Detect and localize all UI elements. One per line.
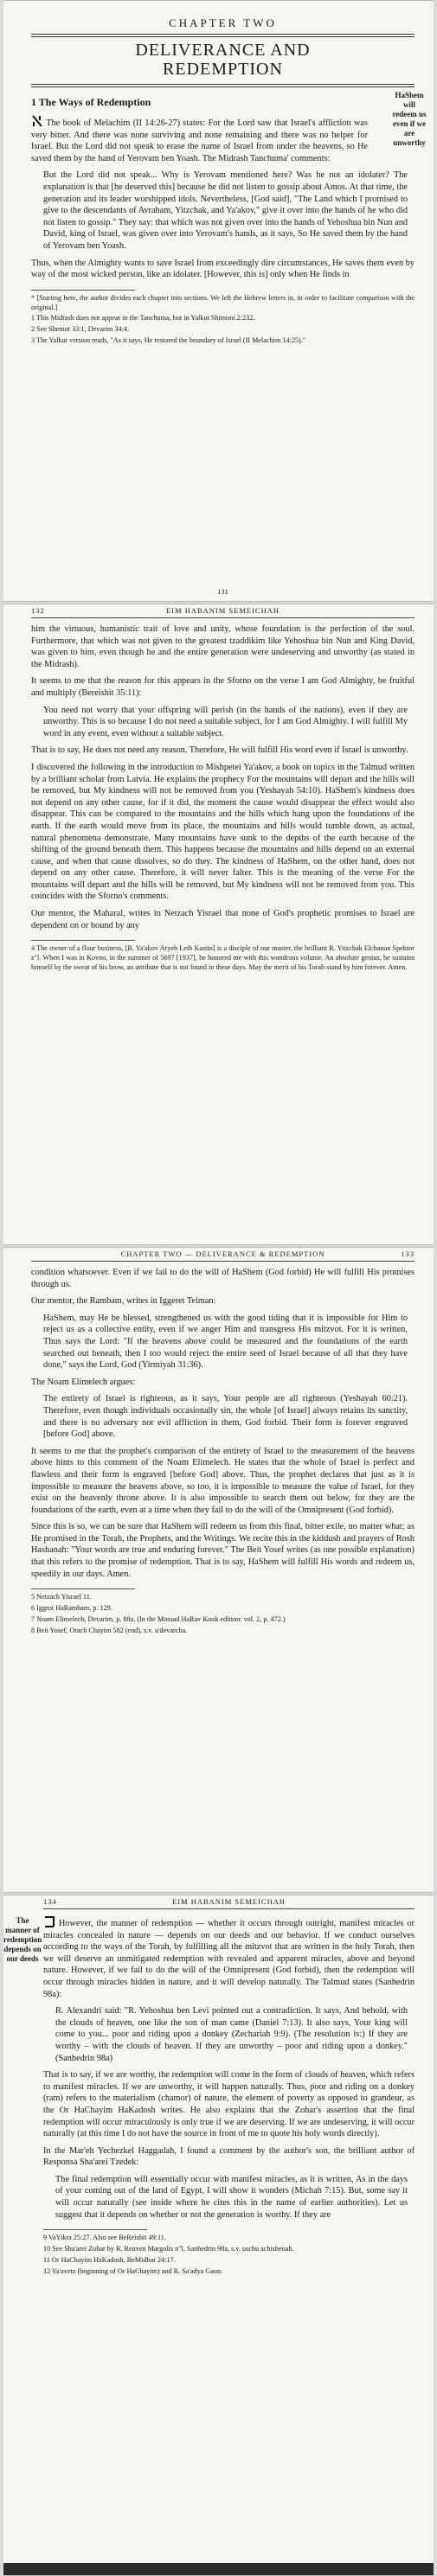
book-page-131 <box>3 0 434 602</box>
running-title: EIM HABANIM SEMEICHAH <box>171 1897 286 1906</box>
paragraph: That is to say, He does not need any reason. Therefore, He will fulfill His word even if Israel is unworthy. <box>31 745 408 756</box>
running-title: EIM HABANIM SEMEICHAH <box>165 606 280 615</box>
running-head <box>31 1250 415 1262</box>
paragraph: condition whatsoever. Even if we fail to do the will of HaShem (God forbid) He will fulfill His promises through us. <box>31 1268 415 1289</box>
paragraph: The book of Melachim (II 14:26-27) states: For the Lord saw that Israel's affliction was very bitter. And there was none surviving and none remaining and there was no helper for Israel. But the Lord did not speak to erase the name of Israel from under the heavens, so He saved them by the hand of Yerovam ben Yoash. The Midrash Tanchuma' comments: <box>31 114 368 164</box>
page-number: 131 <box>217 587 228 596</box>
chapter-title <box>31 41 415 79</box>
running-title: CHAPTER TWO — DELIVERANCE & REDEMPTION <box>120 1250 325 1258</box>
chapter-label: CHAPTER TWO <box>169 16 277 29</box>
footnote: 3 The Yalkut version reads, "As it says, He restored the boundary of Israel (II Melachim 14:25)." <box>31 336 306 344</box>
paragraph: Since this is so, we can be sure that HaShem will redeem us from this final, bitter exile, no matter what; as He promised in the Torah, the Prophets, and the Writings. We recite this in the kiddush and prayers of Rosh Hashanah: "Your words are true and enduring forever." The Beit Yosef writes (as one possible explanation) that this refers to the promise of redemption. That is to say, HaShem will fulfill His words and redeem us, speedily in our days. Amen. <box>31 1522 415 1579</box>
paragraph: Our mentor, the Maharal, writes in Netzach Yisrael that none of God's prophetic promises to Israel are dependent on or bound by any <box>31 909 415 930</box>
scan-edge <box>3 2563 434 2575</box>
paragraph: Thus, when the Almighty wants to save Israel from exceedingly dire circumstances, He saves them even by way of the most wicked person, like an idolater. [However, this is] only when He finds in <box>31 258 415 280</box>
quotation: You need not worry that your offspring will perish (in the hands of the nations), even if they are unworthy. This is so because I do not need a suitable subject, for I am God Almighty. I will fulfill My word in any event, even without a suitable subject. <box>43 705 408 738</box>
quotation: R. Alexandri said: "R. Yehoshua ben Levi pointed out a contradiction. It says, And behold, with the clouds of heaven, one like the son of man came (Daniel 7:13). It also says, Your king will come to you... poor and riding upon a donkey (Zechariah 9:9). (The resolution is:) If they are worthy – with the clouds of heaven. If they are unworthy – poor and riding upon a donkey." (Sanhedrin 98a) <box>55 2006 408 2063</box>
page-number: 134 <box>43 1897 57 1906</box>
chapter-title-line-2: REDEMPTION <box>163 60 283 79</box>
book-page-132 <box>3 604 434 1245</box>
page-number: 132 <box>31 606 45 615</box>
chapter-rule <box>31 34 415 37</box>
book-page-133 <box>3 1247 434 1893</box>
paragraph: It seems to me that the prophet's comparison of the entirety of Israel to the measurement of the heavens above hints to this comment of the Noam Elimelech. He states that the whole of Israel is perfect and flawless and their form is engraved [before God] above. Thus, the prophet declares that just as it is impossible to measure the heavens above, so too, it is impossible to measure the value of Israel, for they exist on the heavenly throne above. It is also impossible to search them out below, for they are the foundations of the earth, even at a time when they fail to do the will of the Omnipresent (God forbid). <box>31 1446 415 1515</box>
footnote: 2 See Shemot 33:1, Devarim 34:4. <box>31 325 130 334</box>
paragraph: That is to say, if we are worthy, the redemption will come in the form of clouds of heaven, which refers to manifest miracles. If we are unworthy, it will happen naturally. Thus, poor and riding on a donkey (ram) refers to the materialism (chamor) of nature, the element of poverty as opposed to grandeur, as the Or HaChayim HaKadosh writes. He also explains that the Zohar's assertion that the final redemption will occur miraculously is only true if we are deserving. If we are undeserving, it will occur naturally (at this time I do not have the source in front of me to quote his holy words directly). <box>43 2070 415 2139</box>
chapter-rule-bottom <box>31 84 415 87</box>
paragraph: The Noam Elimelech argues: <box>31 1377 136 1387</box>
running-head <box>43 1897 415 1909</box>
quotation: But the Lord did not speak... Why is Yerovam mentioned here? Was he not an idolater? The explanation is that [he deserved this] because he did not listen to gossip about Amos. At that time, the generation and its leader worshipped idols. Nevertheless, [God said], "The Land which I promised to give to the descendants of Avraham, Yitzchak, and Ya'akov," give it over into the hands of he who did not listen to gossip." They say: that which was not given over into the hands of Yehoshua bin Nun and David, king of Israel, was given over into Yerovam's hands, as it says, So He saved them by the hand of Yerovam ben Yoash. <box>43 170 408 251</box>
footnote: 1 This Midrash does not appear in the Tanchuma, but in Yalkut Shimoni 2:232. <box>31 314 255 323</box>
footnote: 11 Or HaChayim HaKadosh, BeMidbar 24:17. <box>43 2255 176 2264</box>
quotation: The final redemption will essentially occur with manifest miracles, as it is written, As in the days of your coming out of the land of Egypt, I will show it wonders (Michah 7:15). But, some say it will occur naturally (see inside where he cites this in the name of earlier authorities). Let us suggest that it depends on whether or not the generation is worthy. If they are <box>55 2174 408 2220</box>
footnote: 4 The owner of a flour business, [R. Ya'akov Aryeh Leib Kastin] is a disciple of our master, the brilliant R. Yitzchak Elchanan Spektor z"l. When I was in Kovno, in the summer of 5697 [1937], he honored me with this wondrous volume. An absolute genius, he sustains himself by the sweat of his brow, an attribute that is not found in these days. May the merit of his Torah stand by him forever. Amen. <box>31 944 415 971</box>
footnote: 6 Iggrot HaRambam, p. 129. <box>31 1604 112 1613</box>
footnote: 10 See Sha'arei Zohar by R. Reuven Margolis n"l, Sanhedrin 98a, s.v. uschu achishenah. <box>43 2245 294 2253</box>
footnote-rule <box>31 290 135 291</box>
chapter-title-line-1: DELIVERANCE AND <box>135 41 311 60</box>
footnote: 7 Noam Elimelech, Devarim, p. 88a. (In the Mossad HaRav Kook edition: vol. 2, p. 472.) <box>31 1614 286 1623</box>
footnote: 9 VaYikra 25:27. Also see BeReishit 49:11. <box>43 2234 166 2242</box>
quotation: HaShem, may He be blessed, strengthened us with the good tiding that it is impossible for Him to reject us as a collective entity, even if we anger Him and transgress His mitzvot. For it is written, Thus says the Lord: "If the heavens above could be measured and the foundations of the earth searched out beneath, then I too would reject the entire seed of Israel because of all that they have done," says the Lord, God (Yirmiyah 31:36). <box>43 1313 408 1371</box>
footnote: 12 Ya'avetz (beginning of Or HaChayim) and R. Sa'adya Gaon. <box>43 2266 223 2275</box>
paragraph: Our mentor, the Rambam, writes in Iggeret Teiman: <box>31 1296 216 1307</box>
margin-note: HaShem will redeem us even if we are unworthy <box>392 91 427 147</box>
footnote-rule <box>43 2229 147 2230</box>
running-head <box>31 606 415 618</box>
quotation: The entirety of Israel is righteous, as it says, Your people are all righteous (Yeshayah 60:21). Therefore, even though individuals occasionally sin, the whole [of Israel] always retains its sanctity, and there is no adversary nor evil affliction in them, God forbid. Their form is forever engraved [before God] above. <box>43 1394 408 1440</box>
footnote-rule <box>31 1588 135 1589</box>
paragraph: In the Mar'eh Yechezkel Haggadah, I found a comment by the author's son, the brilliant author of Responsa Sha'arei Tzedek: <box>43 2145 415 2168</box>
page-number: 133 <box>401 1250 415 1258</box>
paragraph: However, the manner of redemption — whether it occurs through outright, manifest miracles or miracles concealed in nature — depends on our deeds and our behavior. If we conduct ourselves according to the ways of the Torah, by fulfilling all the mitzvot that are written in the holy Torah, then we will deserve an unmitigated redemption with revealed and apparent miracles, above and beyond nature. However, if we fail to do the will of the Omnipresent (God forbid), then the redemption will occur through miracles hidden in nature, and it will develop naturally. The Talmud states (Sanhedrin 98a): <box>43 1914 415 2000</box>
hebrew-letter-icon <box>43 1914 55 1928</box>
paragraph: It seems to me that the reason for this appears in the Sforno on the verse I am God Almighty, be fruitful and multiply (Bereishit 35:11): <box>31 676 415 698</box>
footnote: 8 Beit Yosef, Orach Chayim 582 (end), s.v. u'devarcha. <box>31 1626 188 1634</box>
book-page-134 <box>3 1895 434 2576</box>
footnote: * [Starting here, the author divides each chapter into sections. We left the Hebrew letters in, in order to facilitate comparison with the original.] <box>31 293 415 311</box>
margin-note: The manner of redemption depends on our deeds <box>3 1916 42 1963</box>
paragraph: him the virtuous, humanistic trait of love and unity, whose foundation is the perfection of the soul. Furthermore, that which was not given to the greatest tzaddikim like Yehoshua bin Nun and King David, was given to him, even though he and the entire generation were undeserving and unworthy (as stated in the Midrash). <box>31 624 415 669</box>
paragraph: I discovered the following in the introduction to Mishpetei Ya'akov, a book on topics in the Talmud written by a brilliant scholar from Latvia. He explains the prophecy For the mountains will depart and the hills will be removed, but My kindness will not be removed from you (Yeshayah 54:10). HaShem's kindness does not depend on any other cause, for if it did, the moment the cause would disappear the effect would also disappear. This can be compared to the mountains and the hills which hang upon the foundations of the earth. If the earth would move from its place, the mountains and hills would tumble down, as actual, natural phenomena demonstrate. Many mountains have sunk to the depths of the earth because of the shifting of the ground beneath them. This happens because the mountains and hills depend on an external cause, and when that cause dissolves, so do they. The kindness of HaShem, on the other hand, does not depend on any other cause. Therefore, it will never falter. This is the meaning of the verse For the mountains will depart and the hills will be removed, but My kindness will not be removed from you. This coincides with the Sforno's comments. <box>31 762 415 902</box>
section-heading: 1 The Ways of Redemption <box>31 96 151 108</box>
hebrew-letter-icon <box>31 114 43 128</box>
footnote-rule <box>31 940 135 941</box>
footnote: 5 Netzach Yisrael 11. <box>31 1593 92 1601</box>
